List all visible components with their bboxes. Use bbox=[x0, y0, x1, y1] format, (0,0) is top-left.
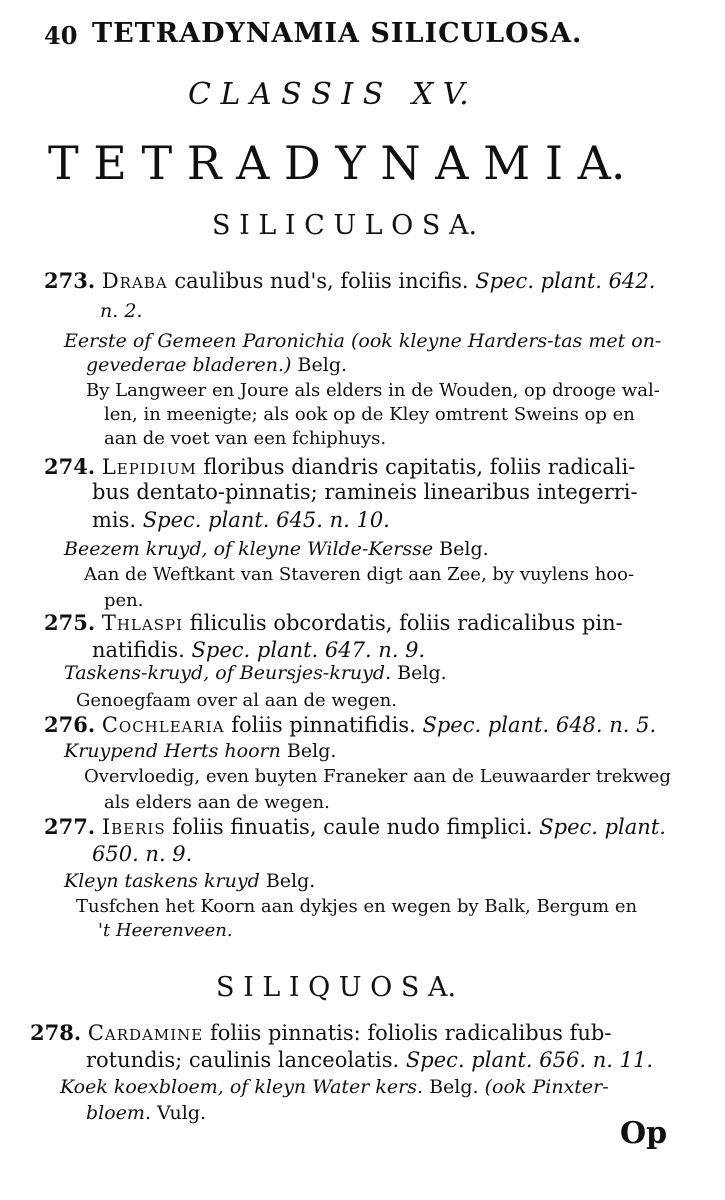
entry-273-locality-1: By Langweer en Joure als elders in de Wouden, op drooge wal- bbox=[86, 380, 660, 401]
diagnosis-end: rotundis; caulinis lanceolatis. bbox=[86, 1048, 400, 1072]
reference: Spec. plant. 656. n. 11. bbox=[405, 1048, 653, 1072]
genus-name: Lepidium bbox=[101, 455, 197, 479]
diagnosis: foliis finuatis, caule nudo fimplici. bbox=[172, 815, 533, 839]
vernacular: Taskens-kruyd, of Beursjes-kruyd. bbox=[64, 662, 392, 684]
reference: Spec. plant. 642. bbox=[475, 269, 656, 293]
diagnosis: foliis pinnatifidis. bbox=[231, 713, 416, 737]
entry-number: 276. bbox=[44, 712, 96, 737]
diagnosis: caulibus nud's, foliis incifis. bbox=[174, 269, 469, 293]
genus-name: Cochlearia bbox=[101, 713, 225, 737]
entry-273-vernacular-1: Eerste of Gemeen Paronichia (ook kleyne Harders-tas met on- bbox=[64, 330, 662, 352]
entry-278-line1 bbox=[30, 1022, 611, 1044]
entry-275-line1 bbox=[44, 612, 623, 634]
belg-label: Belg. bbox=[265, 870, 316, 892]
reference: Spec. plant. bbox=[539, 815, 666, 839]
vernacular: Koek koexbloem, of kleyn Water kers. bbox=[60, 1076, 424, 1098]
entry-number: 277. bbox=[44, 814, 96, 839]
vernacular-cont: gevederae bladeren.) bbox=[86, 354, 292, 376]
vulg-label: Vulg. bbox=[157, 1102, 207, 1124]
entry-276-locality-1: Overvloedig, even buyten Franeker aan de Leuwaarder trekweg bbox=[84, 766, 671, 787]
genus-name: Cardamine bbox=[87, 1021, 204, 1045]
entry-278-vernacular-2 bbox=[86, 1104, 206, 1123]
catchword: Op bbox=[620, 1116, 668, 1151]
diagnosis: floribus diandris capitatis, foliis radicali- bbox=[203, 455, 636, 479]
diagnosis: foliis pinnatis: foliolis radicalibus fub- bbox=[209, 1021, 612, 1045]
running-title: TETRADYNAMIA SILICULOSA. bbox=[92, 18, 583, 49]
entry-274-line1 bbox=[44, 456, 635, 478]
diagnosis: filiculis obcordatis, foliis radicalibus pin- bbox=[189, 611, 623, 635]
entry-number: 273. bbox=[44, 268, 96, 293]
vernacular: Kleyn taskens kruyd bbox=[64, 870, 260, 892]
vernacular: Beezem kruyd, of kleyne Wilde-Kersse bbox=[64, 538, 434, 560]
main-title: T E T R A D Y N A M I A. bbox=[48, 136, 626, 190]
belg-label: Belg. bbox=[429, 1076, 479, 1098]
reference: Spec. plant. 645. n. 10. bbox=[142, 508, 390, 532]
section-heading-siliquosa: S I L I Q U O S A. bbox=[216, 972, 457, 1003]
vernacular-cont: bloem. bbox=[86, 1102, 151, 1124]
entry-number: 278. bbox=[30, 1020, 82, 1045]
entry-273-ref-cont: n. 2. bbox=[100, 300, 143, 322]
vernacular-alt: (ook Pinxter- bbox=[484, 1076, 609, 1098]
entry-277-line1 bbox=[44, 816, 666, 838]
entry-275-vernacular bbox=[64, 664, 447, 683]
entry-274-line3 bbox=[92, 510, 390, 531]
entry-278-line2 bbox=[86, 1050, 653, 1071]
entry-276-line1 bbox=[44, 714, 656, 736]
entry-277-ref-cont: 650. n. 9. bbox=[92, 842, 193, 866]
entry-number: 274. bbox=[44, 454, 96, 479]
entry-277-vernacular bbox=[64, 872, 315, 891]
vernacular: Kruypend Herts hoorn bbox=[64, 740, 281, 762]
entry-number: 275. bbox=[44, 610, 96, 635]
entry-274-locality-1: Aan de Weftkant van Staveren digt aan Zee, by vuylens hoo- bbox=[84, 564, 635, 585]
genus-name: Iberis bbox=[101, 815, 166, 839]
belg-label: Belg. bbox=[286, 740, 337, 762]
entry-277-locality-2: 't Heerenveen. bbox=[98, 920, 233, 941]
entry-278-vernacular-1 bbox=[60, 1078, 609, 1097]
entry-275-line2 bbox=[92, 640, 425, 661]
entry-276-locality-2: als elders aan de wegen. bbox=[104, 792, 330, 813]
diagnosis-end: mis. bbox=[92, 508, 137, 532]
diagnosis-end: natifidis. bbox=[92, 638, 185, 662]
entry-275-locality: Genoegfaam over al aan de wegen. bbox=[76, 690, 397, 711]
entry-277-locality-1: Tusfchen het Koorn aan dykjes en wegen by Balk, Bergum en bbox=[76, 896, 638, 917]
belg-label: Belg. bbox=[439, 538, 489, 560]
entry-276-vernacular bbox=[64, 742, 336, 761]
entry-274-vernacular bbox=[64, 540, 489, 559]
entry-273-locality-2: len, in meenigte; als ook op de Kley omtrent Sweins op en bbox=[104, 404, 635, 425]
entry-274-locality-2: pen. bbox=[104, 590, 144, 611]
reference: Spec. plant. 648. n. 5. bbox=[422, 713, 657, 737]
genus-name: Thlaspi bbox=[101, 611, 184, 635]
section-heading-siliculosa: S I L I C U L O S A. bbox=[212, 210, 478, 241]
classis-heading: C L A S S I S X V. bbox=[188, 77, 469, 112]
entry-273-line1 bbox=[44, 270, 655, 292]
belg-label: Belg. bbox=[297, 354, 348, 376]
belg-label: Belg. bbox=[397, 662, 447, 684]
genus-name: Draba bbox=[101, 269, 168, 293]
entry-274-line2: bus dentato-pinnatis; ramineis linearibus integerri- bbox=[92, 480, 638, 504]
reference: Spec. plant. 647. n. 9. bbox=[191, 638, 426, 662]
entry-273-locality-3: aan de voet van een fchiphuys. bbox=[104, 428, 387, 449]
page-number: 40 bbox=[44, 21, 78, 50]
entry-273-vernacular-2 bbox=[86, 356, 347, 375]
